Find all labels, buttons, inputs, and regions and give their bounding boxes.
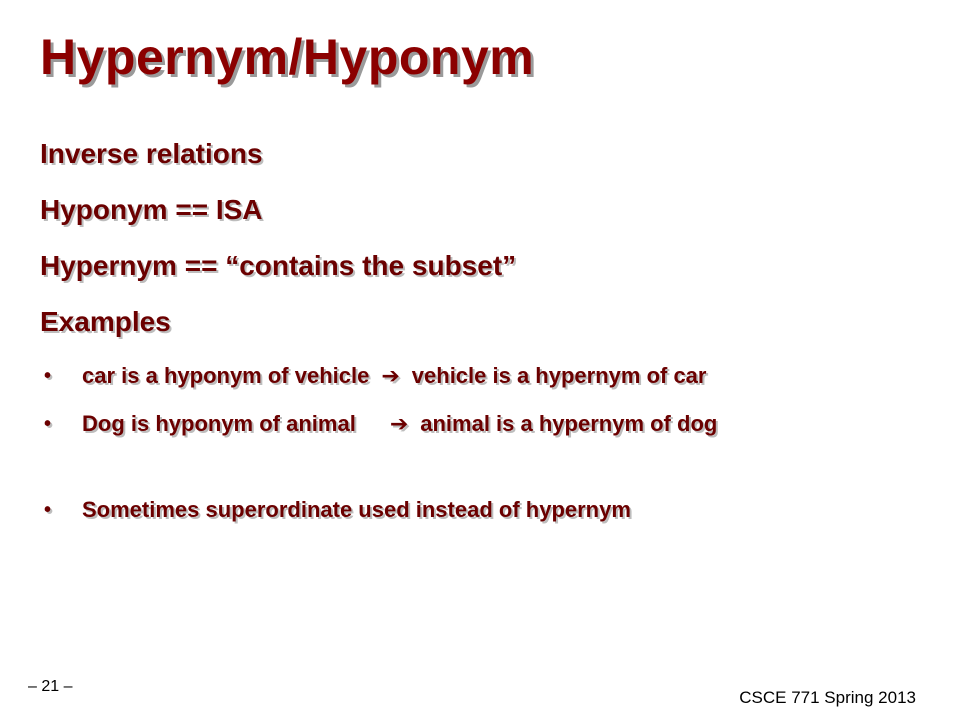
bullet-icon: • (44, 413, 52, 435)
slide-title: Hypernym/Hyponym (40, 29, 535, 85)
example-list (40, 356, 920, 538)
course-label: CSCE 771 Spring 2013 (739, 688, 916, 707)
right-arrow-icon: ➔ (381, 363, 400, 388)
bullet-icon: • (44, 365, 52, 387)
line-examples: Examples (40, 306, 171, 337)
example-dog-left: Dog is hyponym of animal (82, 411, 356, 436)
bullet-icon: • (44, 499, 52, 521)
example-item-car (40, 356, 920, 404)
example-item-dog (40, 404, 920, 452)
line-hypernym-subset: Hypernym == “contains the subset” (40, 250, 517, 281)
line-inverse-relations: Inverse relations (40, 138, 263, 169)
slide-body (40, 132, 920, 538)
right-arrow-icon: ➔ (389, 411, 409, 436)
example-item-superordinate (40, 490, 920, 538)
page-number: – 21 – (28, 678, 73, 695)
example-dog-right: animal is a hypernym of dog (420, 411, 718, 436)
line-hyponym-isa: Hyponym == ISA (40, 194, 263, 225)
example-car-right: vehicle is a hypernym of car (411, 363, 707, 388)
example-car-left: car is a hyponym of vehicle (82, 363, 370, 388)
superordinate-note: Sometimes superordinate used instead of hypernym (82, 497, 631, 522)
